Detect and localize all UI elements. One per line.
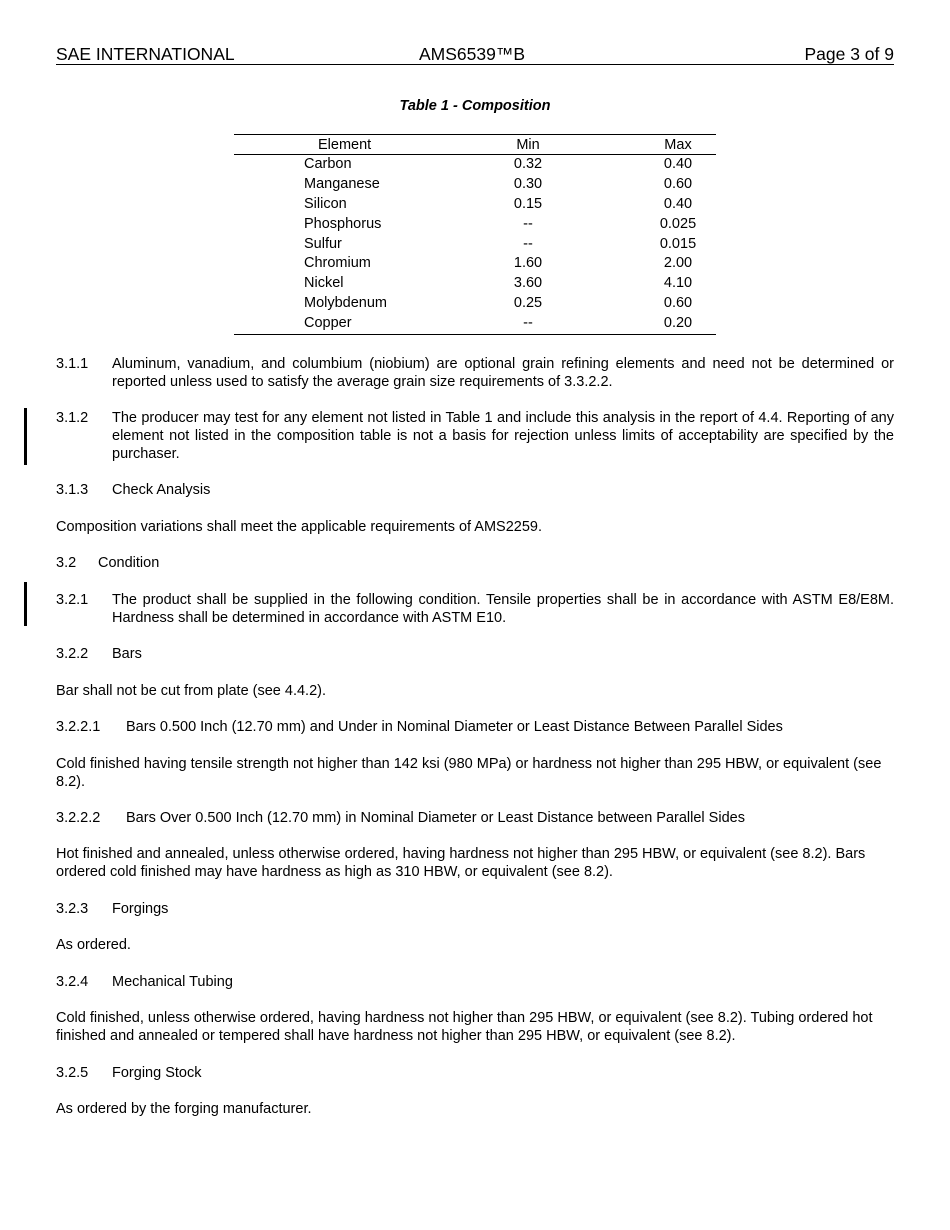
section-title: Mechanical Tubing <box>112 974 233 990</box>
element-cell: Nickel <box>304 275 344 292</box>
max-cell: 0.40 <box>663 195 693 212</box>
element-cell: Phosphorus <box>304 215 382 232</box>
paragraph: As ordered by the forging manufacturer. <box>56 1101 312 1117</box>
section-title: Check Analysis <box>112 482 211 498</box>
element-cell: Carbon <box>304 156 352 172</box>
table-title: Table 1 - Composition <box>399 98 551 114</box>
section-title: Bars Over 0.500 Inch (12.70 mm) in Nominal Diameter or Least Distance between Parallel Sides <box>126 810 745 826</box>
section-number: 3.2.2.2 <box>56 810 101 826</box>
table-row <box>234 215 716 235</box>
section-3-2-1 <box>56 591 894 627</box>
column-header-element: Element <box>318 137 372 153</box>
header-doc-number: AMS6539™B <box>419 44 526 64</box>
min-cell: 0.32 <box>513 156 543 172</box>
section-3-1-1 <box>56 355 894 391</box>
section-number: 3.2.2 <box>56 646 89 662</box>
revision-change-bar <box>24 408 27 465</box>
header-org: SAE INTERNATIONAL <box>56 44 235 64</box>
element-cell: Molybdenum <box>304 295 388 312</box>
section-text: The producer may test for any element not listed in Table 1 and include this analysis in the report of 4.4. Reporting of any element not listed in the composition table is not a basis for rejection unless limits of acceptability are specified by the purchaser. <box>112 410 894 462</box>
max-cell: 0.60 <box>663 295 693 312</box>
section-number: 3.2.5 <box>56 1065 89 1081</box>
table-row <box>234 274 716 294</box>
max-cell: 0.025 <box>659 215 697 232</box>
section-number: 3.1.3 <box>56 482 89 498</box>
min-cell: 1.60 <box>513 255 543 272</box>
min-cell: -- <box>523 315 533 332</box>
composition-table <box>234 134 716 335</box>
table-row <box>234 314 716 334</box>
section-number: 3.2 <box>56 555 77 571</box>
max-cell: 0.015 <box>659 235 697 252</box>
column-header-min: Min <box>516 137 540 153</box>
paragraph: Hot finished and annealed, unless otherwise ordered, having hardness not higher than 295 HBW, or equivalent (see 8.2). Bars ordered cold finished may have hardness as high as 310 HBW, or equivalent (see 8.2). <box>56 846 866 880</box>
revision-change-bar <box>24 582 27 626</box>
max-cell: 2.00 <box>663 255 693 272</box>
table-row <box>234 155 716 175</box>
section-title: Forgings <box>112 901 169 917</box>
section-text: The product shall be supplied in the following condition. Tensile properties shall be in accordance with ASTM E8/E8M. Hardness shall be determined in accordance with ASTM E10. <box>112 592 894 626</box>
element-cell: Chromium <box>304 255 371 272</box>
paragraph: Cold finished, unless otherwise ordered, having hardness not higher than 295 HBW, or equivalent (see 8.2). Tubing ordered hot finished and annealed or tempered shall have hardness not higher than 295 HBW, or equivalent (see 8.2). <box>56 1010 873 1044</box>
element-cell: Copper <box>304 315 352 332</box>
min-cell: 0.15 <box>513 195 543 212</box>
section-title: Bars 0.500 Inch (12.70 mm) and Under in Nominal Diameter or Least Distance Between Parallel Sides <box>126 719 783 735</box>
section-number: 3.2.4 <box>56 974 89 990</box>
paragraph: As ordered. <box>56 937 131 953</box>
table-row <box>234 294 716 314</box>
section-title: Forging Stock <box>112 1065 202 1081</box>
min-cell: -- <box>523 215 533 232</box>
table-row <box>234 254 716 274</box>
section-number: 3.2.2.1 <box>56 719 101 735</box>
section-title: Condition <box>98 555 160 571</box>
section-title: Bars <box>112 646 142 662</box>
header-page-number: Page 3 of 9 <box>804 44 894 64</box>
min-cell: 0.30 <box>513 175 543 192</box>
paragraph: Cold finished having tensile strength not higher than 142 ksi (980 MPa) or hardness not higher than 295 HBW, or equivalent (see 8.2). <box>56 756 882 790</box>
min-cell: 0.25 <box>513 295 543 312</box>
paragraph: Composition variations shall meet the applicable requirements of AMS2259. <box>56 519 543 535</box>
element-cell: Sulfur <box>304 235 342 252</box>
max-cell: 0.40 <box>663 156 693 172</box>
max-cell: 4.10 <box>663 275 693 292</box>
max-cell: 0.20 <box>663 315 693 332</box>
max-cell: 0.60 <box>663 175 693 192</box>
section-number: 3.1.1 <box>56 356 89 372</box>
table-header-row <box>234 135 716 155</box>
paragraph: Bar shall not be cut from plate (see 4.4.2). <box>56 683 326 699</box>
min-cell: -- <box>523 235 533 252</box>
table-row <box>234 195 716 215</box>
page-header <box>56 44 894 65</box>
table-row <box>234 235 716 255</box>
min-cell: 3.60 <box>513 275 543 292</box>
column-header-max: Max <box>664 137 692 153</box>
element-cell: Manganese <box>304 175 380 192</box>
section-number: 3.1.2 <box>56 410 89 426</box>
element-cell: Silicon <box>304 195 347 212</box>
section-text: Aluminum, vanadium, and columbium (niobium) are optional grain refining elements and need not be determined or reported unless used to satisfy the average grain size requirements of 3.3.2.2. <box>112 356 894 390</box>
section-number: 3.2.3 <box>56 901 89 917</box>
section-3-1-2 <box>56 409 894 463</box>
table-row <box>234 175 716 195</box>
section-number: 3.2.1 <box>56 592 89 608</box>
